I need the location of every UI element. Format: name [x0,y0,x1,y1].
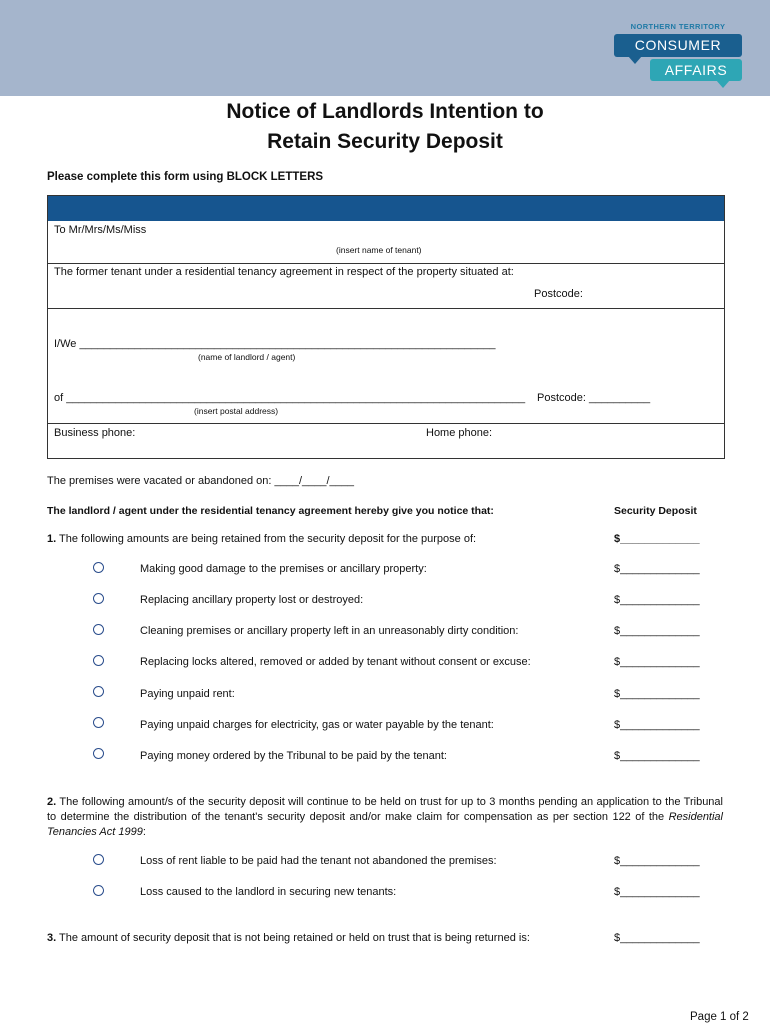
radio-button[interactable] [93,885,104,896]
logo-line-2: CONSUMER [614,34,742,57]
logo-line-3: AFFAIRS [650,59,742,81]
section-3-text: The amount of security deposit that is not being retained or held on trust that is being returned is: [56,932,530,944]
radio-button[interactable] [93,748,104,759]
radio-button[interactable] [93,686,104,697]
item-label: Making good damage to the premises or ancillary property: [140,563,427,575]
page-title-line-2: Retain Security Deposit [267,130,503,153]
item-amount[interactable]: $_____________ [614,719,700,731]
divider [48,263,724,264]
item-amount[interactable]: $_____________ [614,886,700,898]
to-label: To Mr/Mrs/Ms/Miss [54,224,147,236]
section-3-amount[interactable]: $_____________ [614,932,700,944]
radio-button[interactable] [93,655,104,666]
section-1-total-amount[interactable]: $_____________ [614,533,700,545]
item-label: Paying unpaid rent: [140,688,235,700]
landlord-hint: (name of landlord / agent) [198,352,296,362]
act-name: Residential Tenancies Act 1999 [47,811,723,838]
section-1-text: The following amounts are being retained from the security deposit for the purpose of: [56,533,477,545]
item-amount[interactable]: $_____________ [614,594,700,606]
item-label: Paying money ordered by the Tribunal to be paid by the tenant: [140,750,447,762]
item-amount[interactable]: $_____________ [614,656,700,668]
security-deposit-header: Security Deposit [614,505,697,517]
item-amount[interactable]: $_____________ [614,625,700,637]
postal-address-hint: (insert postal address) [194,406,279,416]
radio-button[interactable] [93,717,104,728]
radio-button[interactable] [93,562,104,573]
section-1-number: 1. [47,533,57,545]
item-label: Replacing locks altered, removed or added by tenant without consent or excuse: [140,656,531,668]
home-phone-field[interactable]: Home phone: [426,427,493,439]
section-3-number: 3. [47,932,57,944]
instructions: Please complete this form using BLOCK LETTERS [47,171,324,183]
item-amount[interactable]: $_____________ [614,563,700,575]
section-2-paragraph [47,795,723,840]
details-box-header [48,196,724,221]
notice-heading: The landlord / agent under the residential tenancy agreement hereby give you notice that: [47,505,494,517]
business-phone-field[interactable]: Business phone: [54,427,136,439]
radio-button[interactable] [93,624,104,635]
vacated-date-field[interactable]: The premises were vacated or abandoned on: ____/____/____ [47,475,354,487]
property-text: The former tenant under a residential tenancy agreement in respect of the property situated at: [54,266,514,278]
section-3-heading [47,932,530,944]
radio-button[interactable] [93,593,104,604]
item-amount[interactable]: $_____________ [614,855,700,867]
section-2-number: 2. [47,796,57,808]
section-1-heading [47,533,476,545]
radio-button[interactable] [93,854,104,865]
logo-line-1: NORTHERN TERRITORY [630,22,726,31]
insert-tenant-hint: (insert name of tenant) [336,245,422,255]
landlord-name-field[interactable]: I/We ____________________________________________________________________ [54,338,496,350]
section-2-text-end: : [142,826,146,838]
item-amount[interactable]: $_____________ [614,688,700,700]
postal-address-field[interactable]: of ___________________________________________________________________________ [54,392,526,404]
property-postcode-label[interactable]: Postcode: [534,288,583,300]
consumer-affairs-logo [612,22,744,90]
divider [48,423,724,424]
landlord-postcode-field[interactable]: Postcode: __________ [537,392,651,404]
page-number: Page 1 of 2 [690,1011,749,1023]
item-label: Loss of rent liable to be paid had the tenant not abandoned the premises: [140,855,497,867]
item-label: Paying unpaid charges for electricity, gas or water payable by the tenant: [140,719,494,731]
details-box [47,195,725,459]
item-label: Loss caused to the landlord in securing new tenants: [140,886,397,898]
item-label: Replacing ancillary property lost or destroyed: [140,594,364,606]
item-label: Cleaning premises or ancillary property left in an unreasonably dirty condition: [140,625,519,637]
page-title-line-1: Notice of Landlords Intention to [226,100,544,123]
item-amount[interactable]: $_____________ [614,750,700,762]
divider [48,308,724,309]
section-2-text: The following amount/s of the security deposit will continue to be held on trust for up to 3 months pending an application to the Tribunal to determine the distribution of the tenant's security deposit and/or make claim for compensation as per section 122 of the [47,796,723,823]
